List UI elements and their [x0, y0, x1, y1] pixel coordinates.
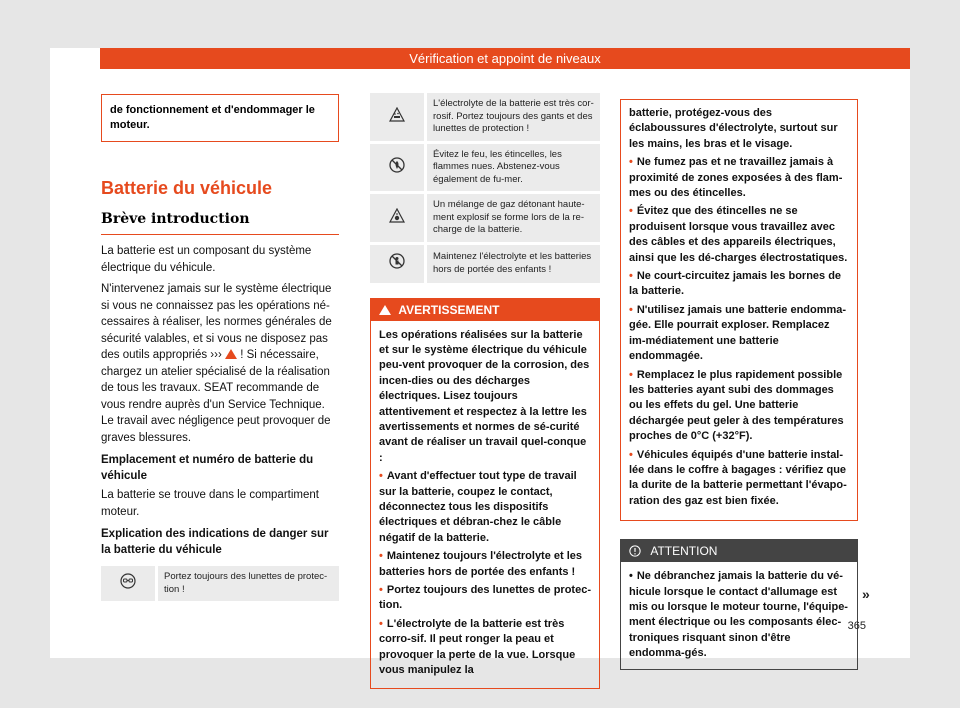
warning-continuation-box: de fonctionnement et d'endommager le moteur.	[101, 94, 339, 142]
attention-body	[621, 562, 857, 668]
bullet: •	[629, 156, 633, 169]
list-item	[379, 617, 591, 679]
bullet: •	[379, 550, 383, 563]
table-row	[370, 193, 600, 244]
list-item-text: N'utilisez jamais une batterie endomma-gée. Elle pourrait exploser. Remplacez im-médiatement une batterie endommagée.	[629, 303, 847, 363]
list-item	[629, 448, 849, 510]
warning-body	[371, 321, 599, 689]
list-item	[629, 269, 849, 300]
sub-heading: Explication des indications de danger sur la batterie du véhicule	[101, 528, 329, 556]
list-item	[629, 569, 849, 661]
icon-cell	[370, 93, 426, 142]
paragraph	[101, 281, 339, 446]
list-item-text: Remplacez le plus rapidement possible les batteries ayant subi des dommages ou les effets du gel. Une batterie déchargée peut geler à des températures proches de 0°C (+32°F).	[629, 368, 844, 443]
table-row	[370, 142, 600, 193]
page	[50, 48, 910, 677]
safety-goggles-icon	[120, 573, 136, 589]
list-item	[629, 204, 849, 266]
explosive-icon	[389, 208, 405, 224]
bullet: •	[629, 368, 633, 381]
list-item	[629, 303, 849, 365]
attention-title: ATTENTION	[650, 544, 718, 559]
paragraph-part: N'intervenez jamais sur le système électrique si vous ne connaissez pas les opérations né-cessaires à réaliser, les normes générales de sécurité valables, et si vous ne disposez pas des outils appropriés ›››	[101, 283, 332, 361]
warning-triangle-icon	[379, 305, 391, 315]
list-item-text: Évitez que des étincelles ne se produisent lorsque vous travaillez avec des câbles et des appareils électriques, ainsi que les dé-charges électrostatiques.	[629, 205, 848, 264]
page-number: 365	[847, 620, 866, 632]
list-item-text: Portez toujours des lunettes de protec-tion.	[379, 584, 591, 612]
symbol-text: Évitez le feu, les étincelles, les flammes nues. Abstenez-vous également de fu-mer.	[426, 142, 601, 193]
paragraph: La batterie est un composant du système électrique du véhicule.	[101, 245, 312, 274]
body-text	[101, 243, 339, 558]
bullet: •	[629, 448, 633, 461]
list-item	[629, 368, 849, 445]
list-item-text: Véhicules équipés d'une batterie instal-lée dans le coffre à bagages : vérifiez que la durite de la batterie permettant l'évapo-ration des gaz est bien fixée.	[629, 448, 847, 507]
bullet: •	[629, 303, 633, 316]
bullet: •	[629, 205, 633, 218]
column-1	[101, 94, 339, 604]
warning-continuation-text: batterie, protégez-vous des éclaboussures d'électrolyte, surtout sur les mains, les bras et le visage.	[629, 107, 838, 150]
paragraph-part: ! Si nécessaire, chargez un atelier spécialisé de la réalisation de tous les travaux. SEAT recommande de vous rendre auprès d'un Service Technique. Le travail avec négligence peut provoquer de graves blessures.	[101, 349, 331, 444]
list-item-text: Ne débranchez jamais la batterie du vé-hicule lorsque le contact d'allumage est mis ou lorsque le moteur tourne, l'équipe-ment électrique ou les composants élec-troniques risquant sinon d'être endomma-gés.	[629, 570, 848, 660]
symbol-table	[101, 566, 339, 604]
list-item	[379, 549, 591, 580]
list-item-text: L'électrolyte de la batterie est très corro-sif. Il peut ronger la peau et provoquer la perte de la vue. Lorsque vous manipulez la	[379, 617, 576, 677]
bullet: •	[379, 470, 383, 483]
column-2	[370, 93, 600, 689]
keep-away-children-icon	[389, 253, 405, 269]
icon-cell	[370, 142, 426, 193]
icon-cell	[370, 243, 426, 284]
list-item	[379, 583, 591, 614]
list-item-text: Maintenez toujours l'électrolyte et les batteries hors de portée des enfants !	[379, 550, 583, 578]
list-item-text: Ne fumez pas et ne travaillez jamais à proximité de zones exposées à des flam-mes ou des étincelles.	[629, 156, 843, 200]
attention-header	[621, 540, 857, 562]
bullet: •	[379, 617, 383, 630]
symbol-text: L'électrolyte de la batterie est très cor-rosif. Portez toujours des gants et des lunettes de protection !	[426, 93, 601, 142]
warning-box	[370, 298, 600, 690]
column-3	[620, 99, 858, 670]
bullet: •	[379, 584, 383, 596]
warning-header	[371, 299, 599, 321]
warning-intro: Les opérations réalisées sur la batterie et sur le système électrique du véhicule peu-vent provoquer de la corrosion, des incen-dies ou des décharges électriques. Lisez toujours attentivement et respectez à la lettre les avertissements et normes de sé-curité avant de réaliser un travail quel-conque :	[379, 328, 590, 464]
symbol-table	[370, 93, 600, 286]
bullet: •	[629, 270, 633, 283]
attention-box	[620, 539, 858, 669]
table-row	[101, 566, 339, 603]
warning-title: AVERTISSEMENT	[398, 302, 500, 317]
symbol-text: Maintenez l'électrolyte et les batteries hors de portée des enfants !	[426, 243, 601, 284]
icon-cell	[101, 566, 157, 603]
table-row	[370, 93, 600, 142]
sub-heading: Emplacement et numéro de batterie du véhicule	[101, 454, 314, 482]
info-circle-icon	[629, 545, 641, 557]
list-item-text: Avant d'effectuer tout type de travail sur la batterie, coupez le contact, déconnectez tous les dispositifs électriques et débran-chez le câble négatif de la batterie.	[379, 470, 577, 544]
warning-continuation	[620, 99, 858, 521]
warning-triangle-icon	[225, 349, 237, 359]
table-row	[370, 243, 600, 284]
list-item-text: Ne court-circuitez jamais les bornes de la batterie.	[629, 270, 842, 298]
symbol-text: Un mélange de gaz détonant haute-ment explosif se forme lors de la re-charge de la batterie.	[426, 193, 601, 244]
list-item	[629, 155, 849, 201]
bullet: •	[629, 570, 633, 583]
corrosive-icon	[389, 107, 405, 123]
list-item	[379, 469, 591, 546]
paragraph: La batterie se trouve dans le compartiment moteur.	[101, 489, 319, 518]
subtitle: Brève introduction	[101, 211, 339, 235]
section-title: Batterie du véhicule	[101, 178, 273, 198]
continue-mark: »	[862, 586, 870, 602]
no-fire-icon	[389, 157, 405, 173]
header-title: Vérification et appoint de niveaux	[100, 48, 910, 69]
symbol-text: Portez toujours des lunettes de protec-tion !	[157, 566, 340, 603]
icon-cell	[370, 193, 426, 244]
